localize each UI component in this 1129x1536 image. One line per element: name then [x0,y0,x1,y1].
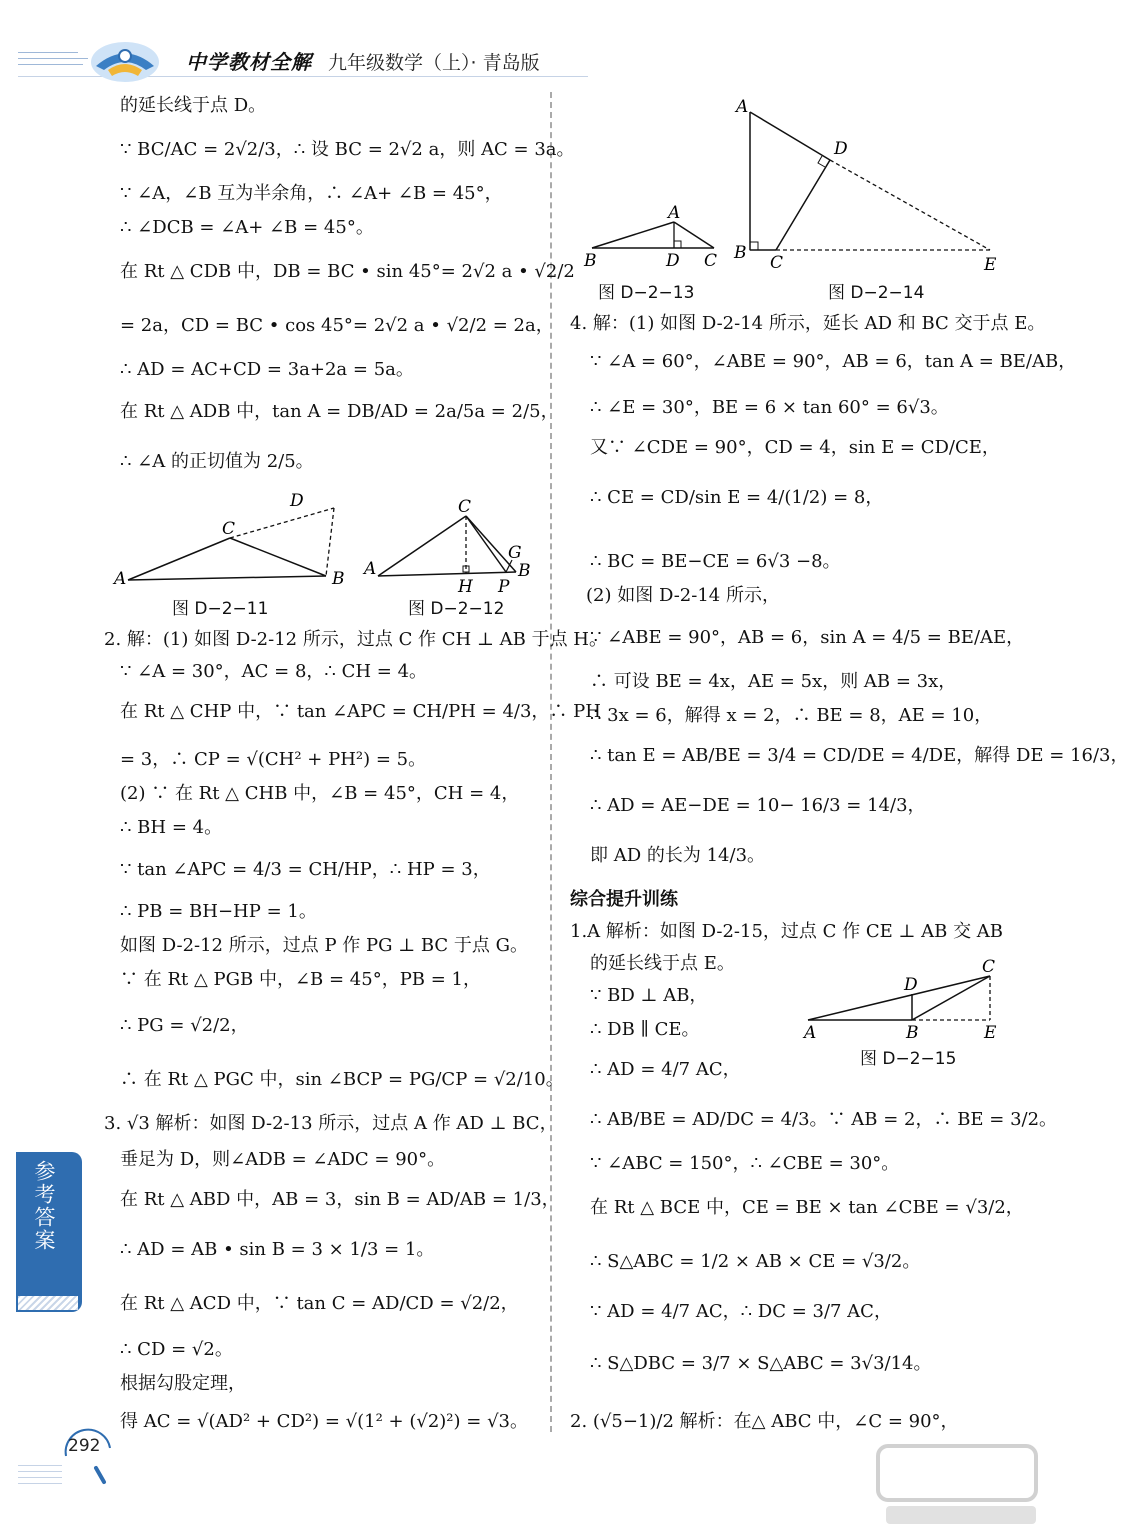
text-line: ∵ ∠ABC = 150°，∴ ∠CBE = 30°。 [590,1153,900,1174]
label: E [984,255,997,275]
label: G [508,543,522,563]
label: B [332,569,345,589]
figure-d-2-12 [362,497,531,597]
label: D [666,251,680,271]
text-line: ∴ PB = BH−HP = 1。 [120,901,317,922]
text-line: ∴ AD = AC+CD = 3a+2a = 5a。 [120,359,414,380]
text-line: ∵ tan ∠APC = 4/3 = CH/HP，∴ HP = 3， [120,859,491,880]
label: H [458,577,473,597]
column-divider [550,92,552,1432]
text-line: 得 AC = √(AD² + CD²) = √(1² + (√2)²) = √3。 [120,1411,528,1432]
text-line: ∵ BD ⊥ AB， [590,985,708,1006]
label: B [518,561,531,581]
label: D [834,139,848,159]
text-line: 在 Rt △ CHP 中，∵ tan ∠APC = CH/PH = 4/3，∴ PH [120,701,601,722]
figure-caption: 图 D−2−12 [408,599,505,619]
text-line: 2. 解：(1) 如图 D-2-12 所示，过点 C 作 CH ⊥ AB 于点 H。 [104,629,607,650]
text-line: ∵ ∠A，∠B 互为半余角，∴ ∠A+ ∠B = 45°， [120,183,503,204]
text-line: ∵ ∠A = 30°，AC = 8，∴ CH = 4。 [120,661,428,682]
text-line: 根据勾股定理， [120,1373,246,1394]
page-header [0,0,1048,90]
text-line: ∵ BC/AC = 2√2/3，∴ 设 BC = 2√2 a，则 AC = 3a。 [120,139,575,160]
text-line: 3. √3 解析：如图 D-2-13 所示，过点 A 作 AD ⊥ BC， [104,1113,558,1134]
text-line: ∴ S△ABC = 1/2 × AB × CE = √3/2。 [590,1251,921,1272]
label: C [770,253,784,273]
text-line: 2. (√5−1)/2 解析：在△ ABC 中，∠C = 90°， [570,1411,959,1432]
section-heading: 综合提升训练 [570,889,678,910]
label: A [804,1023,817,1043]
figure-caption: 图 D−2−15 [860,1049,957,1069]
text-line: ∴ DB ∥ CE。 [590,1019,700,1040]
text-line: ∵ 在 Rt △ PGB 中，∠B = 45°，PB = 1， [120,969,482,990]
text-line: = 2a，CD = BC • cos 45°= 2√2 a • √2/2 = 2a， [120,315,554,336]
book-logo-icon [86,36,164,84]
text-line: ∵ AD = 4/7 AC，∴ DC = 3/7 AC， [590,1301,892,1322]
text-line: ∴ AD = AE−DE = 10− 16/3 = 14/3， [590,795,926,816]
book-subtitle: 九年级数学（上）· 青岛版 [328,52,540,74]
label: A [364,559,377,579]
text-line: ∴ 在 Rt △ PGC 中，sin ∠BCP = PG/CP = √2/10。 [120,1069,564,1090]
text-line: ∴ ∠E = 30°，BE = 6 × tan 60° = 6√3。 [590,397,949,418]
figure-d-2-11-12 [108,486,538,596]
text-line: ∴ AD = 4/7 AC， [590,1059,741,1080]
text-line: ∴ tan E = AB/BE = 3/4 = CD/DE = 4/DE，解得 DE = 16/3， [590,745,1129,766]
text-line: 又∵ ∠CDE = 90°，CD = 4，sin E = CD/CE， [590,437,1000,458]
label: C [458,497,472,517]
text-line: 在 Rt △ ADB 中，tan A = DB/AD = 2a/5a = 2/5， [120,401,559,422]
text-line: 在 Rt △ ACD 中，∵ tan C = AD/CD = √2/2， [120,1293,519,1314]
text-line: ∴ ∠DCB = ∠A+ ∠B = 45°。 [120,217,374,238]
text-line: (2) 如图 D-2-14 所示， [586,585,780,606]
label: C [982,957,996,977]
page-number: 292 [68,1436,101,1456]
label: B [584,251,597,271]
label: E [984,1023,997,1043]
text-line: ∴ PG = √2/2， [120,1015,249,1036]
text-line: 的延长线于点 E。 [590,953,735,974]
label: C [704,251,718,271]
figure-caption: 图 D−2−14 [828,283,925,303]
text-line: 的延长线于点 D。 [120,95,267,116]
header-rule [18,64,83,65]
text-line: = 3，∴ CP = √(CH² + PH²) = 5。 [120,749,427,770]
text-line: ∴ BH = 4。 [120,817,223,838]
label: C [222,519,236,539]
text-line: ∵ ∠ABE = 90°，AB = 6，sin A = 4/5 = BE/AE， [590,627,1025,648]
side-tab-stripes [18,1296,78,1310]
label: A [114,569,127,589]
figure-d-2-13 [583,203,717,271]
text-line: ∴ AD = AB • sin B = 3 × 1/3 = 1。 [120,1239,435,1260]
figure-d-2-14 [733,97,997,275]
header-rule [18,52,78,53]
text-line: (2) ∵ 在 Rt △ CHB 中，∠B = 45°，CH = 4， [120,783,520,804]
text-line: 在 Rt △ ABD 中，AB = 3，sin B = AD/AB = 1/3， [120,1189,560,1210]
text-line: 即 AD 的长为 14/3。 [590,845,766,866]
watermark-stamp-icon [872,1440,1042,1530]
label: A [736,97,749,117]
text-line: 4. 解：(1) 如图 D-2-14 所示，延长 AD 和 BC 交于点 E。 [570,313,1046,334]
text-line: 在 Rt △ BCE 中，CE = BE × tan ∠CBE = √3/2， [590,1197,1024,1218]
figure-d-2-15 [800,957,1010,1043]
label: P [498,577,510,597]
text-line: ∴ 可设 BE = 4x，AE = 5x，则 AB = 3x， [590,671,957,692]
figure-d-2-11 [112,491,345,589]
text-line: ∴ S△DBC = 3/7 × S△ABC = 3√3/14。 [590,1353,932,1374]
figure-d-2-13-14 [578,92,1028,302]
figure-caption: 图 D−2−11 [172,599,269,619]
footer-rules [18,1460,62,1484]
label: A [668,203,681,223]
text-line: 1.A 解析：如图 D-2-15，过点 C 作 CE ⊥ AB 交 AB [570,921,1004,942]
label: B [906,1023,919,1043]
text-line: ∴ BC = BE−CE = 6√3 −8。 [590,551,841,572]
text-line: ∵ ∠A = 60°，∠ABE = 90°，AB = 6，tan A = BE/AB， [590,351,1077,372]
book-title: 中学教材全解 [186,50,312,74]
label: D [290,491,304,511]
figure-caption: 图 D−2−13 [598,283,695,303]
text-line: ∴ CE = CD/sin E = 4/(1/2) = 8， [590,487,884,508]
text-line: 在 Rt △ CDB 中，DB = BC • sin 45°= 2√2 a • √2/2 [120,261,575,282]
side-tab-label: 参考答案 [32,1160,56,1252]
label: D [904,975,918,995]
text-line: ∴ 3x = 6，解得 x = 2，∴ BE = 8，AE = 10， [590,705,993,726]
header-rule [18,58,88,59]
text-line: ∴ ∠A 的正切值为 2/5。 [120,451,314,472]
text-line: 如图 D-2-12 所示，过点 P 作 PG ⊥ BC 于点 G。 [120,935,529,956]
text-line: 垂足为 D，则∠ADB = ∠ADC = 90°。 [120,1149,446,1170]
text-line: ∴ AB/BE = AD/DC = 4/3。∵ AB = 2，∴ BE = 3/2。 [590,1109,1058,1130]
text-line: ∴ CD = √2。 [120,1339,233,1360]
label: B [734,243,747,263]
